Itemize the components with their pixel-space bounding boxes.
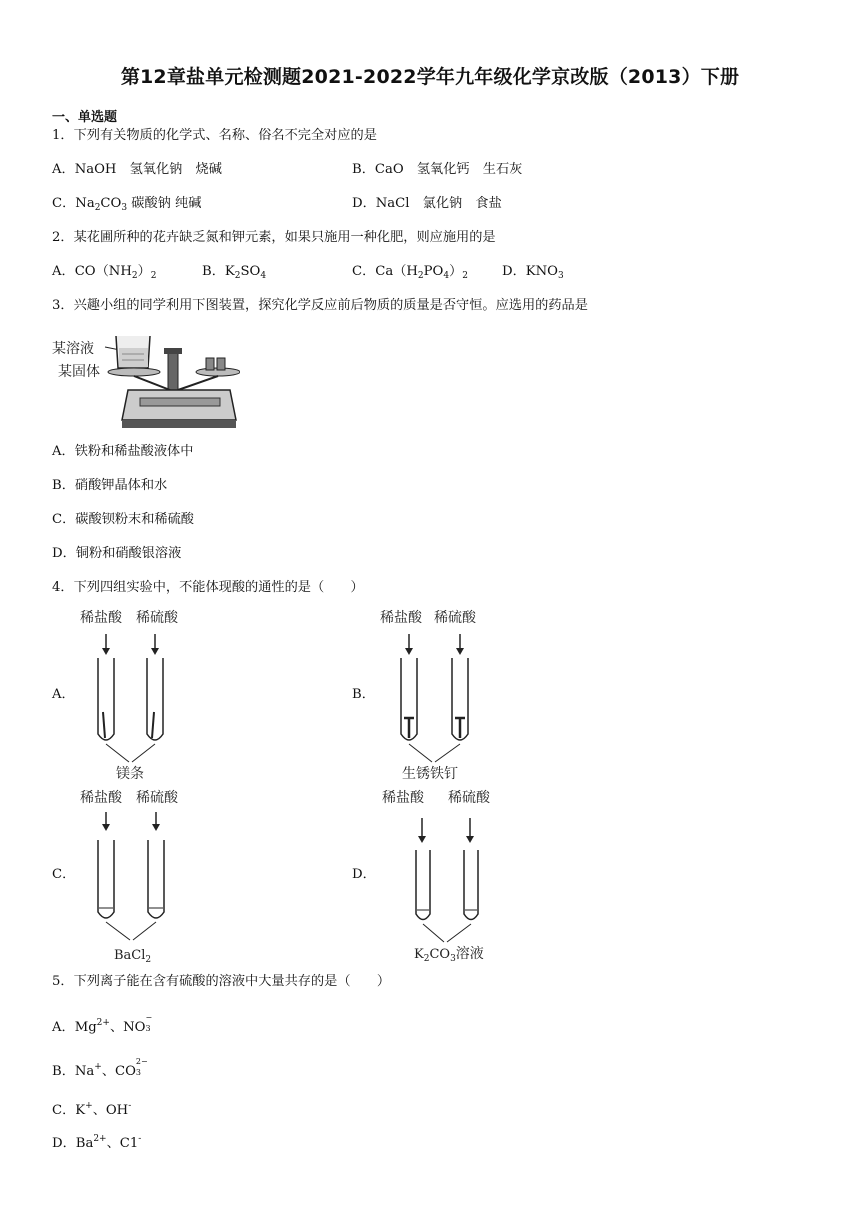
q4-option-a: A． xyxy=(52,687,75,702)
q2-a-sub: 2 xyxy=(150,271,157,281)
q5-b-charge xyxy=(135,1057,148,1077)
q5-b-text: B．Na xyxy=(52,1064,95,1079)
q2-option-a xyxy=(52,263,157,285)
acid-label-h2so4: 稀硫酸 xyxy=(448,790,490,806)
figure-d-bottom-text: CO xyxy=(429,947,451,962)
figure-d-bottom-text: K xyxy=(414,947,424,962)
q5-option-c xyxy=(52,1097,131,1120)
figure-b-bottom-label: 生锈铁钉 xyxy=(402,766,458,782)
section-heading: 一、单选题 xyxy=(52,110,118,125)
q5-option-d xyxy=(52,1130,141,1153)
q1-option-b: B．CaO 氢氧化钙 生石灰 xyxy=(352,162,523,177)
q2-b-text: B．K xyxy=(202,264,235,279)
q2-b-sub: 4 xyxy=(260,271,267,281)
q5-a-charge-down: 3 xyxy=(145,1024,151,1033)
figure-c-bottom-label xyxy=(114,948,151,964)
figure-c-bottom-text: BaCl xyxy=(114,948,146,963)
figure-d-bottom-text: 溶液 xyxy=(455,946,484,962)
q5-b-text: 、CO xyxy=(101,1064,136,1079)
acid-label-h2so4: 稀硫酸 xyxy=(136,790,178,806)
page-title: 第12章盐单元检测题2021-2022学年九年级化学京改版（2013）下册 xyxy=(120,66,740,88)
q5-a-text: A．Mg xyxy=(52,1020,97,1035)
q1-option-c xyxy=(52,195,201,217)
q5-b-charge-down: 3 xyxy=(135,1068,142,1077)
q2-a-sub: 2 xyxy=(131,271,138,281)
q2-option-c xyxy=(352,263,468,285)
figure-c-bottom-sub: 2 xyxy=(145,955,152,964)
acid-label-h2so4: 稀硫酸 xyxy=(136,610,178,626)
fig-label-solid: 某固体 xyxy=(58,364,100,380)
q5-stem: 5．下列离子能在含有硫酸的溶液中大量共存的是（ ） xyxy=(52,974,391,989)
q5-c-sup: + xyxy=(85,1101,93,1111)
q5-a-text: 、NO xyxy=(109,1020,146,1035)
q4-option-c: C． xyxy=(52,867,76,882)
q2-a-text: ） xyxy=(137,264,151,279)
figure-d-bottom-label xyxy=(414,945,484,964)
q5-d-text: D．Ba xyxy=(52,1136,94,1151)
figure-a-bottom-label: 镁条 xyxy=(116,766,144,782)
q1-c-text: 碳酸钠 纯碱 xyxy=(127,196,202,211)
fig-label-solution: 某溶液 xyxy=(52,341,94,357)
balance-figure xyxy=(50,328,240,434)
q3-option-a: A．铁粉和稀盐酸液体中 xyxy=(52,444,194,459)
q5-d-text: 、C1 xyxy=(106,1136,139,1151)
q5-d-sup: 2+ xyxy=(93,1134,107,1144)
q2-c-text: PO xyxy=(423,264,444,279)
figure-b-rusty-nail xyxy=(372,604,502,784)
figure-d-k2co3 xyxy=(372,784,502,964)
q5-option-a xyxy=(52,1014,153,1037)
q5-d-sup: - xyxy=(138,1134,142,1144)
figure-d-bottom-sub: 3 xyxy=(450,954,456,964)
q2-d-text: D．KNO xyxy=(502,264,558,279)
acid-label-hcl: 稀盐酸 xyxy=(80,610,122,626)
q2-c-text: C．Ca（H xyxy=(352,264,418,279)
acid-label-hcl: 稀盐酸 xyxy=(382,790,424,806)
q3-option-b: B．硝酸钾晶体和水 xyxy=(52,478,168,493)
q5-a-charge-up: − xyxy=(145,1013,153,1022)
q1-option-a: A．NaOH 氢氧化钠 烧碱 xyxy=(52,162,222,177)
q2-c-sub: 2 xyxy=(417,271,424,281)
q5-option-b xyxy=(52,1058,148,1081)
q4-option-b: B． xyxy=(352,687,375,702)
q5-c-sup: - xyxy=(128,1101,132,1111)
q2-b-text: SO xyxy=(240,264,261,279)
q1-stem: 1．下列有关物质的化学式、名称、俗名不完全对应的是 xyxy=(52,128,377,143)
figure-d-bottom-sub: 2 xyxy=(423,954,430,964)
q5-b-charge-up: 2− xyxy=(135,1057,148,1066)
figure-c-bacl2 xyxy=(72,784,202,964)
q5-c-text: C．K xyxy=(52,1103,86,1118)
q2-d-sub: 3 xyxy=(557,271,564,281)
acid-label-h2so4: 稀硫酸 xyxy=(434,610,476,626)
q5-b-sup: + xyxy=(94,1062,102,1072)
q5-a-charge xyxy=(145,1013,153,1033)
q5-c-text: 、OH xyxy=(92,1103,129,1118)
q3-stem: 3．兴趣小组的同学利用下图装置，探究化学反应前后物质的质量是否守恒。应选用的药品是 xyxy=(52,298,588,313)
q3-option-c: C．碳酸钡粉末和稀硫酸 xyxy=(52,512,194,527)
acid-label-hcl: 稀盐酸 xyxy=(80,790,122,806)
q1-c-text: C．Na xyxy=(52,196,95,211)
q2-option-d xyxy=(502,263,564,285)
figure-a-magnesium xyxy=(72,604,202,784)
q4-option-d: D． xyxy=(352,867,376,882)
acid-label-hcl: 稀盐酸 xyxy=(380,610,422,626)
q1-c-text: CO xyxy=(100,196,122,211)
q2-a-text: A．CO（NH xyxy=(52,264,132,279)
q2-stem: 2．某花圃所种的花卉缺乏氮和钾元素，如果只施用一种化肥，则应施用的是 xyxy=(52,230,496,245)
q1-c-sub: 3 xyxy=(121,203,128,213)
q5-a-sup: 2+ xyxy=(96,1018,110,1028)
q2-b-sub: 2 xyxy=(234,271,241,281)
q1-option-d: D．NaCl 氯化钠 食盐 xyxy=(352,196,502,211)
q4-stem: 4．下列四组实验中，不能体现酸的通性的是（ ） xyxy=(52,580,364,595)
q2-option-b xyxy=(202,263,266,285)
q2-c-text: ） xyxy=(449,264,463,279)
q1-c-sub: 2 xyxy=(94,203,101,213)
q2-c-sub: 4 xyxy=(443,271,450,281)
q3-option-d: D．铜粉和硝酸银溶液 xyxy=(52,546,182,561)
q2-c-sub: 2 xyxy=(462,271,468,281)
